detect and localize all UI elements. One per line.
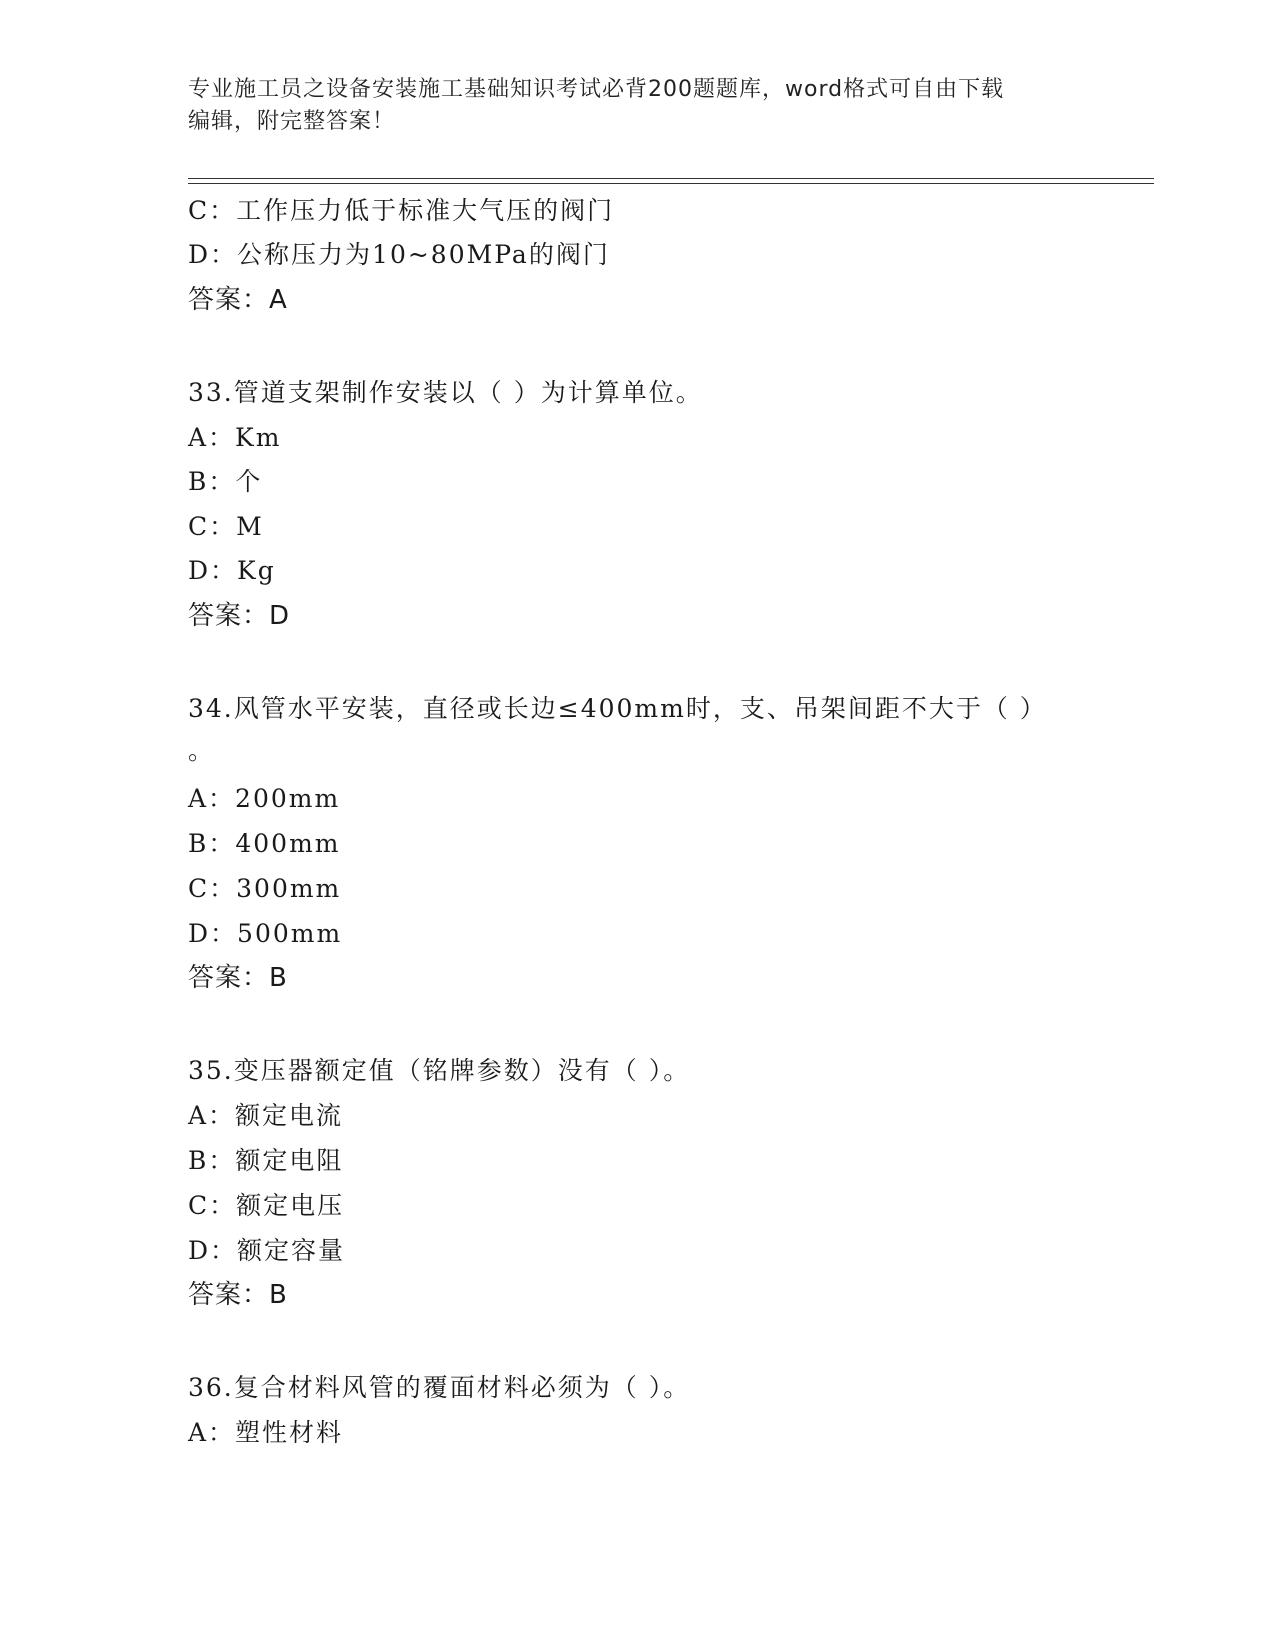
q33-answer: 答案：D [188, 601, 291, 631]
q34-option-b: B：400mm [188, 829, 341, 858]
q34-stem-line-1: 34.风管水平安装，直径或长边≤400mm时，支、吊架间距不大于（ ） [188, 694, 1047, 723]
q35-option-c: C：额定电压 [188, 1191, 345, 1220]
q36-stem: 36.复合材料风管的覆面材料必须为（ ）。 [188, 1373, 691, 1402]
q33-option-b: B：个 [188, 467, 263, 496]
prev-option-c: C：工作压力低于标准大气压的阀门 [188, 196, 615, 225]
q34-stem-line-2: 。 [188, 736, 216, 765]
q34-option-c: C：300mm [188, 874, 342, 903]
q35-option-b: B：额定电阻 [188, 1146, 344, 1175]
header-divider-bottom [188, 183, 1154, 184]
q35-option-a: A：额定电流 [188, 1101, 344, 1130]
q35-answer: 答案：B [188, 1280, 288, 1310]
document-header [188, 74, 1068, 138]
header-divider-top [188, 178, 1154, 179]
q34-option-a: A：200mm [188, 784, 341, 813]
prev-option-d: D：公称压力为10~80MPa的阀门 [188, 240, 610, 269]
q34-option-d: D：500mm [188, 919, 343, 948]
q35-stem: 35.变压器额定值（铭牌参数）没有（ ）。 [188, 1056, 691, 1085]
q33-option-a: A：Km [188, 423, 282, 452]
header-line-2: 编辑，附完整答案！ [188, 109, 396, 134]
header-line-1: 专业施工员之设备安装施工基础知识考试必背200题题库，word格式可自由下载 [188, 77, 1005, 102]
q34-answer: 答案：B [188, 963, 288, 993]
q33-option-d: D：Kg [188, 556, 276, 585]
q36-option-a: A：塑性材料 [188, 1418, 344, 1447]
q35-option-d: D：额定容量 [188, 1236, 346, 1265]
q33-option-c: C：M [188, 512, 264, 541]
q33-stem: 33.管道支架制作安装以（ ）为计算单位。 [188, 378, 703, 407]
prev-answer: 答案：A [188, 285, 288, 315]
